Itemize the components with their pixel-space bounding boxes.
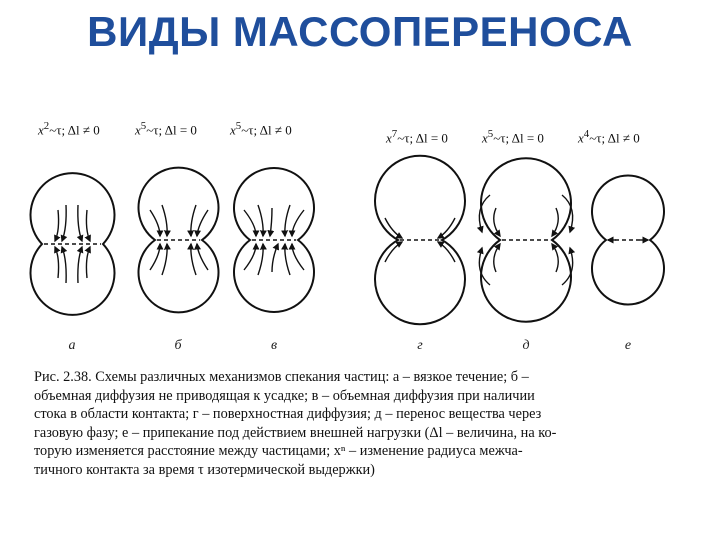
particle-pair-e xyxy=(592,176,664,305)
formula-g-pow: 7 xyxy=(391,128,398,140)
figure-caption xyxy=(34,368,684,480)
formula-a-sep: ~τ; xyxy=(49,122,68,138)
panel-label-v: в xyxy=(270,338,278,353)
particle-pair-b xyxy=(139,168,219,313)
formula-d-base: x xyxy=(482,130,488,146)
formula-v-pow: 5 xyxy=(235,120,242,132)
formula-v-cond: Δl ≠ 0 xyxy=(259,122,292,138)
particle-pair-g xyxy=(375,156,465,325)
panel-label-e: е xyxy=(624,338,632,353)
formula-b-sep: ~τ; xyxy=(146,122,165,138)
formula-d-pow: 5 xyxy=(487,128,494,140)
formula-b-cond: Δl = 0 xyxy=(164,122,197,138)
particle-pair-a xyxy=(30,173,114,315)
formula-e-cond: Δl ≠ 0 xyxy=(607,130,640,146)
caption-line: тичного контакта за время τ изотермической выдержки) xyxy=(34,461,375,478)
panel-label-b: б xyxy=(174,338,182,353)
caption-line: торую изменяется расстояние между частицами; xⁿ – изменение радиуса межча- xyxy=(34,443,523,460)
formula-a-cond: Δl ≠ 0 xyxy=(67,122,100,138)
caption-line: стока в области контакта; г – поверхностная диффузия; д – перенос вещества через xyxy=(34,406,542,423)
slide-title: ВИДЫ МАССОПЕРЕНОСА xyxy=(87,8,633,55)
formula-v-sep: ~τ; xyxy=(241,122,260,138)
formula-b-pow: 5 xyxy=(140,120,147,132)
formula-a-base: x xyxy=(38,122,44,138)
formula-g-cond: Δl = 0 xyxy=(415,130,448,146)
formula-d-cond: Δl = 0 xyxy=(511,130,544,146)
particle-pair-v xyxy=(234,168,314,312)
formula-g-base: x xyxy=(386,130,392,146)
formula-v-base: x xyxy=(230,122,236,138)
formula-g-sep: ~τ; xyxy=(397,130,416,146)
caption-line: газовую фазу; е – припекание под действием внешней нагрузки (Δl – величина, на ко- xyxy=(34,424,557,441)
panel-label-d: д xyxy=(522,338,530,353)
formula-d-sep: ~τ; xyxy=(493,130,512,146)
panel-label-a: а xyxy=(68,338,76,353)
caption-line: объемная диффузия не приводящая к усадке; в – объемная диффузия при наличии xyxy=(34,387,535,404)
caption-line: Рис. 2.38. Схемы различных механизмов спекания частиц: а – вязкое течение; б – xyxy=(34,369,529,385)
panel-label-g: г xyxy=(417,338,423,353)
formula-e-pow: 4 xyxy=(583,128,590,140)
formula-e-base: x xyxy=(578,130,584,146)
formula-b-base: x xyxy=(135,122,141,138)
formula-e-sep: ~τ; xyxy=(589,130,608,146)
formula-a-pow: 2 xyxy=(43,120,50,132)
particle-pair-d xyxy=(479,158,572,321)
